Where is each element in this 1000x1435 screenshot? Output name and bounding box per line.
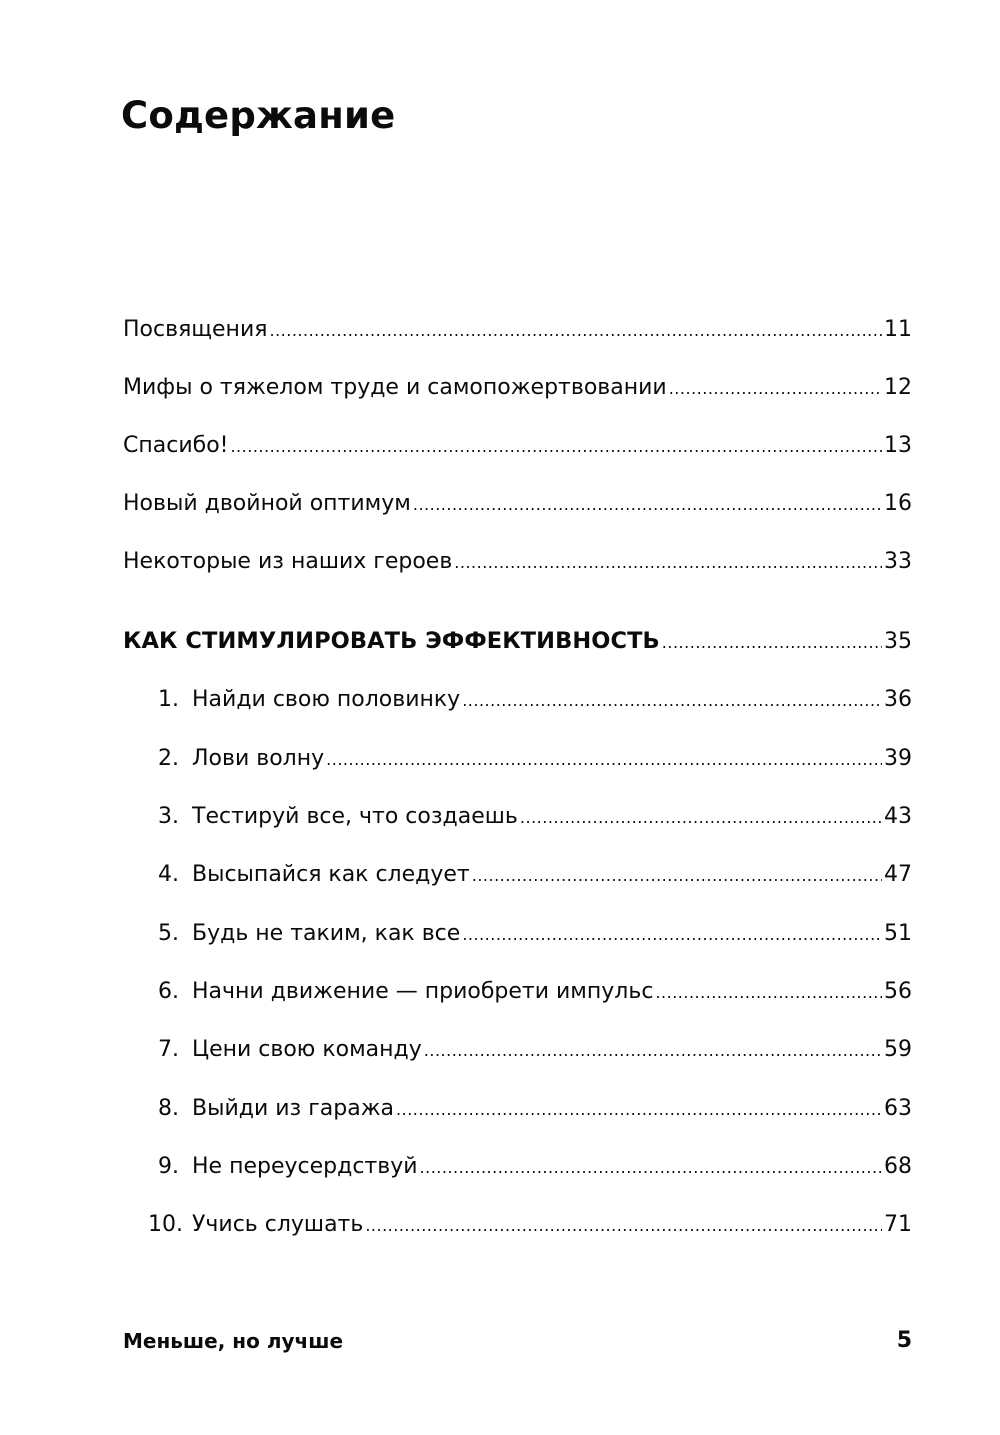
toc-entry-label: Спасибо! xyxy=(123,433,229,458)
chapter-label: Лови волну xyxy=(192,746,325,771)
dot-leader xyxy=(669,372,882,406)
dot-leader xyxy=(413,488,882,522)
chapter-number: 5. xyxy=(158,921,179,946)
dot-leader xyxy=(326,743,882,777)
toc-entry[interactable] xyxy=(123,487,912,521)
chapter-page: 39 xyxy=(884,746,912,771)
toc-chapter[interactable] xyxy=(148,858,912,892)
chapter-page: 68 xyxy=(884,1154,912,1179)
toc-chapter[interactable] xyxy=(148,917,912,951)
chapter-label: Не переусердствуй xyxy=(192,1154,418,1179)
chapter-page: 47 xyxy=(884,862,912,887)
dot-leader xyxy=(230,430,882,464)
dot-leader xyxy=(655,976,882,1010)
toc-chapter[interactable] xyxy=(148,975,912,1009)
toc-entry-label: Посвящения xyxy=(123,317,268,342)
toc-chapter[interactable] xyxy=(148,1150,912,1184)
dot-leader xyxy=(472,859,882,893)
toc-chapter[interactable] xyxy=(148,1208,912,1242)
toc-entry[interactable] xyxy=(123,429,912,463)
toc-chapter[interactable] xyxy=(148,1033,912,1067)
toc-section-page: 35 xyxy=(884,629,912,654)
chapter-page: 56 xyxy=(884,979,912,1004)
page-number: 5 xyxy=(896,1328,912,1353)
chapter-label: Начни движение — приобрети импульс xyxy=(192,979,654,1004)
chapter-page: 43 xyxy=(884,804,912,829)
chapter-page: 59 xyxy=(884,1037,912,1062)
dot-leader xyxy=(269,314,882,348)
page-title: Содержание xyxy=(121,94,396,137)
chapter-number: 3. xyxy=(158,804,179,829)
chapter-number: 7. xyxy=(158,1037,179,1062)
toc-entry-page: 13 xyxy=(884,433,912,458)
dot-leader xyxy=(396,1093,882,1127)
toc-entry-label: Мифы о тяжелом труде и самопожертвовании xyxy=(123,375,667,400)
toc-chapter[interactable] xyxy=(148,1092,912,1126)
chapter-label: Выйди из гаража xyxy=(192,1096,395,1121)
chapter-number: 8. xyxy=(158,1096,179,1121)
chapter-label: Учись слушать xyxy=(192,1212,364,1237)
toc-entry[interactable] xyxy=(123,371,912,405)
chapter-page: 51 xyxy=(884,921,912,946)
toc-entry-page: 33 xyxy=(884,549,912,574)
chapter-label: Цени свою команду xyxy=(192,1037,422,1062)
toc-entry[interactable] xyxy=(123,313,912,347)
chapter-page: 71 xyxy=(884,1212,912,1237)
chapter-label: Тестируй все, что создаешь xyxy=(192,804,518,829)
dot-leader xyxy=(662,626,882,660)
dot-leader xyxy=(462,684,882,718)
dot-leader xyxy=(454,546,882,580)
toc-entry-page: 11 xyxy=(884,317,912,342)
dot-leader xyxy=(365,1209,882,1243)
dot-leader xyxy=(424,1034,882,1068)
chapter-number: 4. xyxy=(158,862,179,887)
toc-section-label: КАК СТИМУЛИРОВАТЬ ЭФФЕКТИВНОСТЬ xyxy=(123,628,660,654)
toc-entry[interactable] xyxy=(123,545,912,579)
toc-entry-label: Новый двойной оптимум xyxy=(123,491,411,516)
toc-chapter[interactable] xyxy=(148,742,912,776)
page-footer xyxy=(123,1325,912,1357)
toc-entry-page: 12 xyxy=(884,375,912,400)
running-title: Меньше, но лучше xyxy=(123,1329,344,1353)
toc-chapter[interactable] xyxy=(148,683,912,717)
toc-entry-page: 16 xyxy=(884,491,912,516)
toc-entry-label: Некоторые из наших героев xyxy=(123,549,453,574)
chapter-label: Высыпайся как следует xyxy=(192,862,470,887)
chapter-number: 1. xyxy=(158,687,179,712)
dot-leader xyxy=(420,1151,882,1185)
toc-chapter[interactable] xyxy=(148,800,912,834)
chapter-label: Будь не таким, как все xyxy=(192,921,461,946)
dot-leader xyxy=(462,918,882,952)
chapter-number: 10. xyxy=(148,1212,183,1237)
chapter-label: Найди свою половинку xyxy=(192,687,461,712)
chapter-number: 9. xyxy=(158,1154,179,1179)
toc-section-heading[interactable] xyxy=(123,624,912,658)
dot-leader xyxy=(520,801,882,835)
chapter-number: 2. xyxy=(158,746,179,771)
chapter-page: 63 xyxy=(884,1096,912,1121)
chapter-page: 36 xyxy=(884,687,912,712)
chapter-number: 6. xyxy=(158,979,179,1004)
